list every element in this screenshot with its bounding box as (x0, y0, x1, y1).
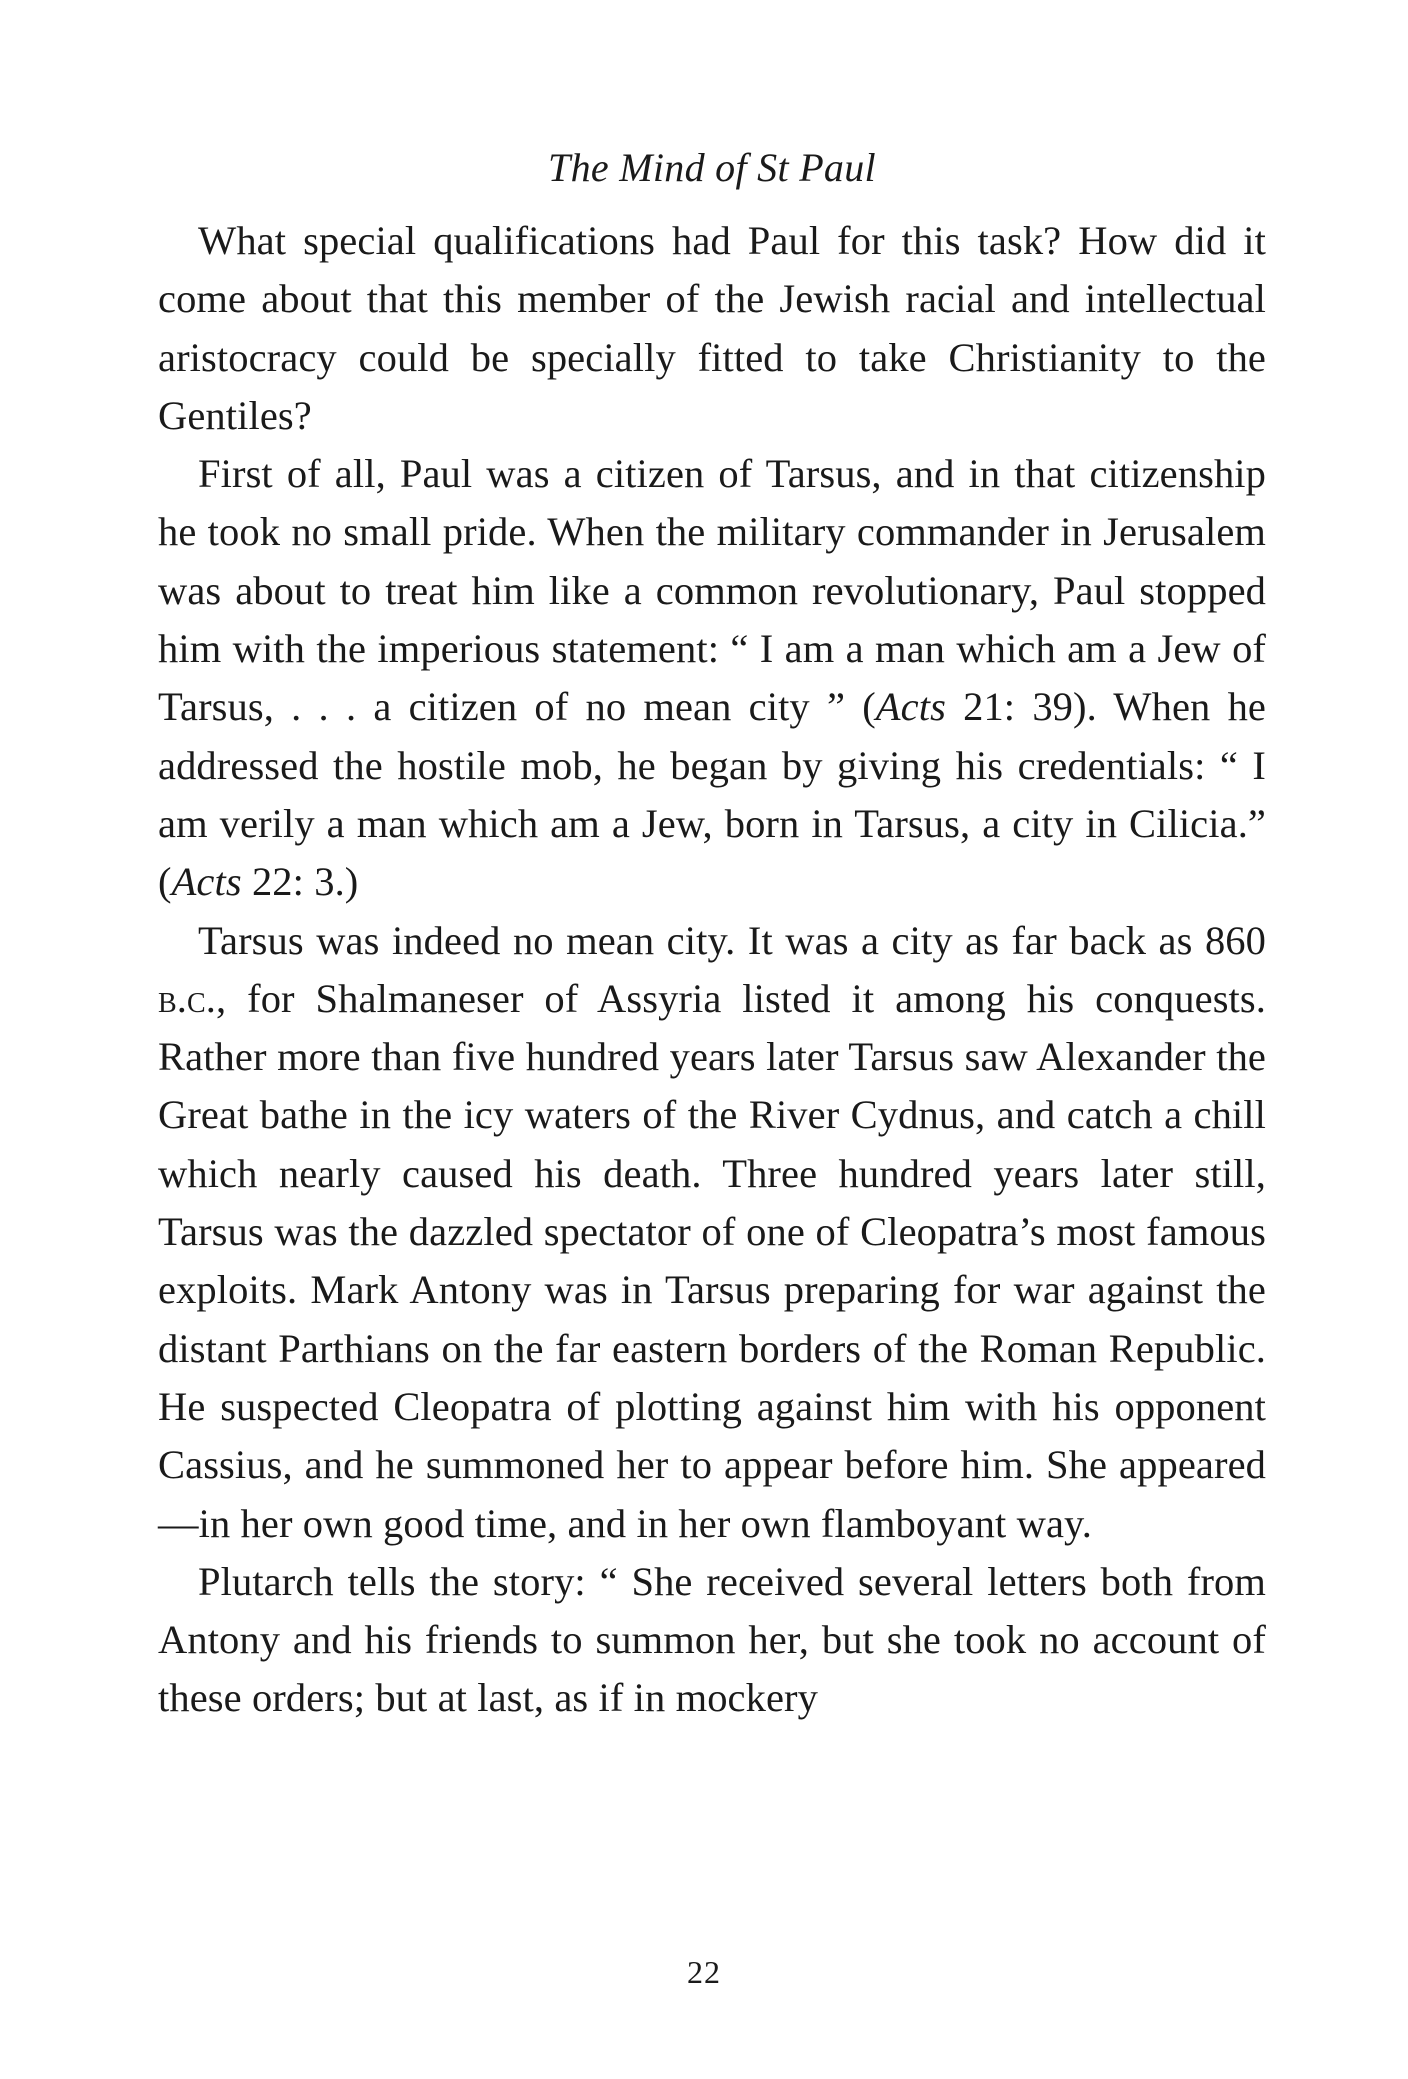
paragraph-3-text-a: Tarsus was indeed no mean city. It was a city as far back as 860 (198, 917, 1266, 963)
paragraph-4: Plutarch tells the story: “ She received several letters both from Antony and his friends to summon her, but she took no account of these orders; but at last, as if in mockery (158, 1558, 1266, 1721)
paragraph-2-text-c: 22: 3.) (241, 859, 359, 905)
paragraph-2-text-b: 21: 39). When he addressed the hostile mob, he began by giving his credentials: “ I am verily a man which am a Jew, born in Tarsus, a city in Cilicia.” ( (158, 684, 1266, 905)
book-page (158, 140, 1266, 1728)
paragraph-2 (158, 445, 1266, 911)
era-abbreviation: b.c. (158, 975, 217, 1021)
page-number: 22 (687, 1954, 721, 1990)
paragraph-3-text-b: , for Shalmaneser of Assyria listed it among his conquests. Rather more than five hundred years later Tarsus saw Alexander the Great bathe in the icy waters of the River Cydnus, and catch a chill which nearly caused his death. Three hundred years later still, Tarsus was the dazzled spectator of one of Cleopatra’s most famous exploits. Mark Antony was in Tarsus preparing for war against the distant Parthians on the far eastern borders of the Roman Republic. He suspected Cleopatra of plotting against him with his opponent Cassius, and he summoned her to appear before him. She appeared—in her own good time, and in her own flamboyant way. (158, 975, 1266, 1546)
scripture-reference-book: Acts (171, 859, 242, 905)
paragraph-2-text-a: First of all, Paul was a citizen of Tarsus, and in that citizenship he took no small pride. When the military commander in Jerusalem was about to treat him like a common revolutionary, Paul stopped him with the imperious statement: “ I am a man which am a Jew of Tarsus, . . . a citizen of no mean city ” ( (158, 451, 1266, 730)
scripture-reference-book: Acts (875, 684, 946, 730)
paragraph-1: What special qualifications had Paul for this task? How did it come about that this member of the Jewish racial and intellectual aristocracy could be specially fitted to take Christianity to the Gentiles? (158, 218, 1266, 438)
body-text (158, 212, 1266, 1728)
running-head-title: The Mind of St Paul (548, 145, 876, 190)
paragraph-3 (158, 912, 1266, 1553)
